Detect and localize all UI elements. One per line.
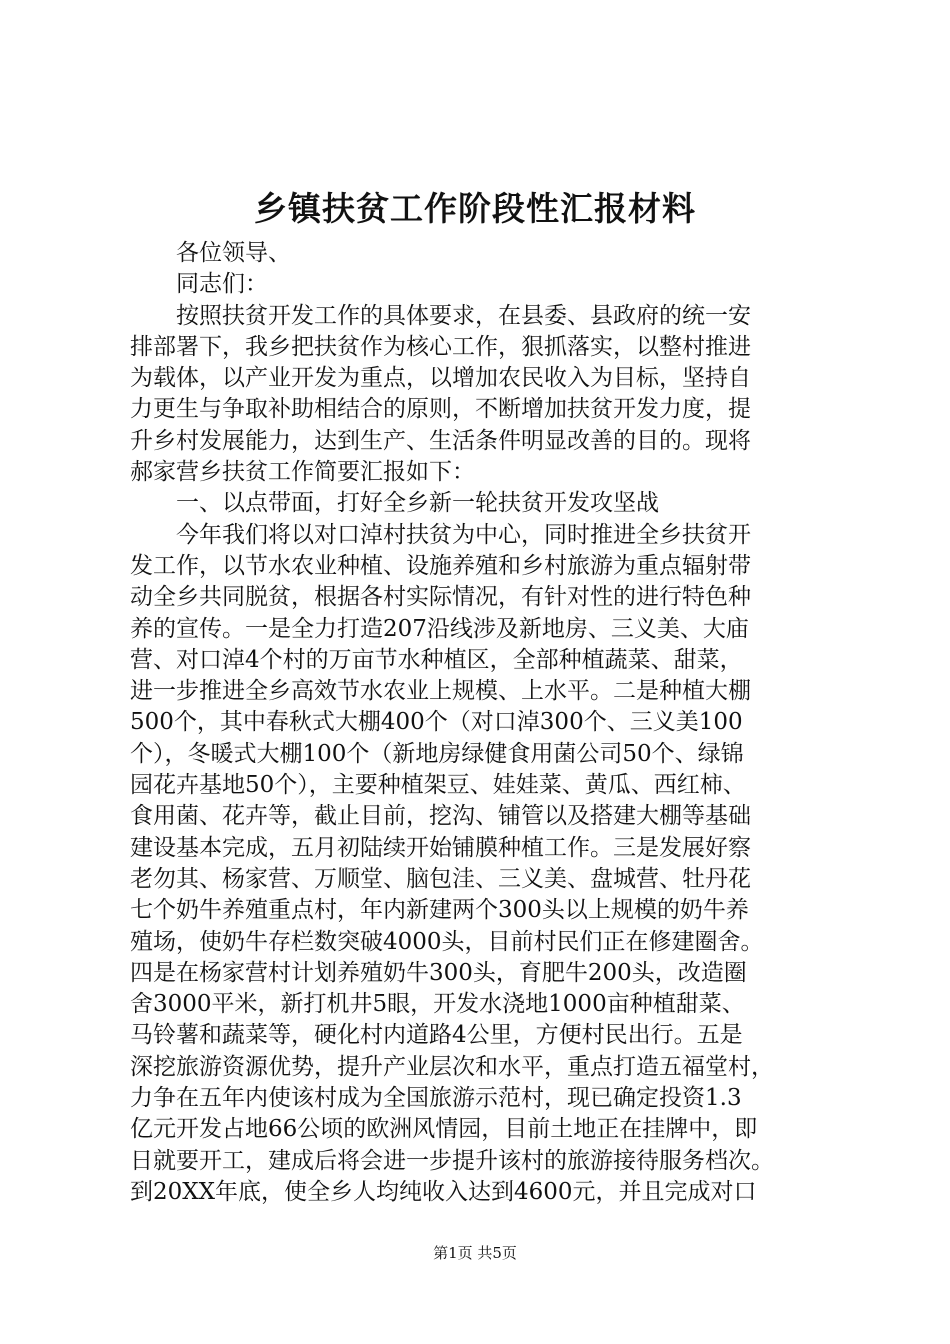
body-line: 一、以点带面，打好全乡新一轮扶贫开发攻坚战 — [130, 490, 659, 517]
body-line: 园花卉基地50个），主要种植架豆、娃娃菜、黄瓜、西红柿、 — [130, 772, 746, 799]
body-line: 为载体，以产业开发为重点，以增加农民收入为目标，坚持自 — [130, 365, 751, 392]
body-line: 营、对口淖4个村的万亩节水种植区，全部种植蔬菜、甜菜， — [130, 646, 743, 673]
document-title: 乡镇扶贫工作阶段性汇报材料 — [254, 189, 696, 228]
body-line: 力争在五年内使该村成为全国旅游示范村，现已确定投资1.3 — [130, 1085, 742, 1112]
page-footer: 第1页 共5页 — [433, 1244, 517, 1262]
body-line: 日就要开工，建成后将会进一步提升该村的旅游接待服务档次。 — [130, 1147, 774, 1174]
body-line: 进一步推进全乡高效节水农业上规模、上水平。二是种植大棚 — [130, 678, 751, 705]
body-line: 深挖旅游资源优势，提升产业层次和水平，重点打造五福堂村， — [130, 1053, 774, 1080]
body-line: 今年我们将以对口淖村扶贫为中心，同时推进全乡扶贫开 — [130, 521, 751, 548]
body-line: 500个，其中春秋式大棚400个（对口淖300个、三义美100 — [130, 709, 743, 736]
body-line: 排部署下，我乡把扶贫作为核心工作，狠抓落实，以整村推进 — [130, 333, 751, 360]
body-line: 力更生与争取补助相结合的原则，不断增加扶贫开发力度，提 — [130, 396, 751, 423]
body-line: 殖场，使奶牛存栏数突破4000头，目前村民们正在修建圈舍。 — [130, 928, 764, 955]
body-line: 升乡村发展能力，达到生产、生活条件明显改善的目的。现将 — [130, 427, 751, 454]
body-line: 食用菌、花卉等，截止目前，挖沟、铺管以及搭建大棚等基础 — [130, 803, 751, 830]
body-line: 亿元开发占地66公顷的欧洲风情园，目前土地正在挂牌中，即 — [130, 1116, 758, 1143]
document-body — [130, 238, 830, 1208]
body-line: 四是在杨家营村计划养殖奶牛300头，育肥牛200头，改造圈 — [130, 959, 747, 986]
body-line: 老勿其、杨家营、万顺堂、脑包洼、三义美、盘城营、牡丹花 — [130, 865, 751, 892]
body-line: 马铃薯和蔬菜等，硬化村内道路4公里，方便村民出行。五是 — [130, 1022, 743, 1049]
body-line: 郝家营乡扶贫工作简要汇报如下： — [130, 459, 475, 486]
body-line: 建设基本完成，五月初陆续开始铺膜种植工作。三是发展好察 — [130, 834, 751, 861]
body-line: 七个奶牛养殖重点村，年内新建两个300头以上规模的奶牛养 — [130, 897, 749, 924]
body-line: 个），冬暖式大棚100个（新地房绿健食用菌公司50个、绿锦 — [130, 740, 744, 767]
body-line: 按照扶贫开发工作的具体要求，在县委、县政府的统一安 — [130, 302, 751, 329]
body-line: 同志们： — [130, 271, 268, 298]
body-line: 舍3000平米，新打机井5眼，开发水浇地1000亩种植甜菜、 — [130, 991, 745, 1018]
body-line: 各位领导、 — [130, 240, 291, 266]
body-line: 发工作，以节水农业种植、设施养殖和乡村旅游为重点辐射带 — [130, 552, 751, 579]
body-line: 动全乡共同脱贫，根据各村实际情况，有针对性的进行特色种 — [130, 584, 751, 611]
body-line: 养的宣传。一是全力打造207沿线涉及新地房、三义美、大庙 — [130, 615, 749, 642]
body-line: 到20XX年底，使全乡人均纯收入达到4600元，并且完成对口 — [130, 1178, 757, 1205]
